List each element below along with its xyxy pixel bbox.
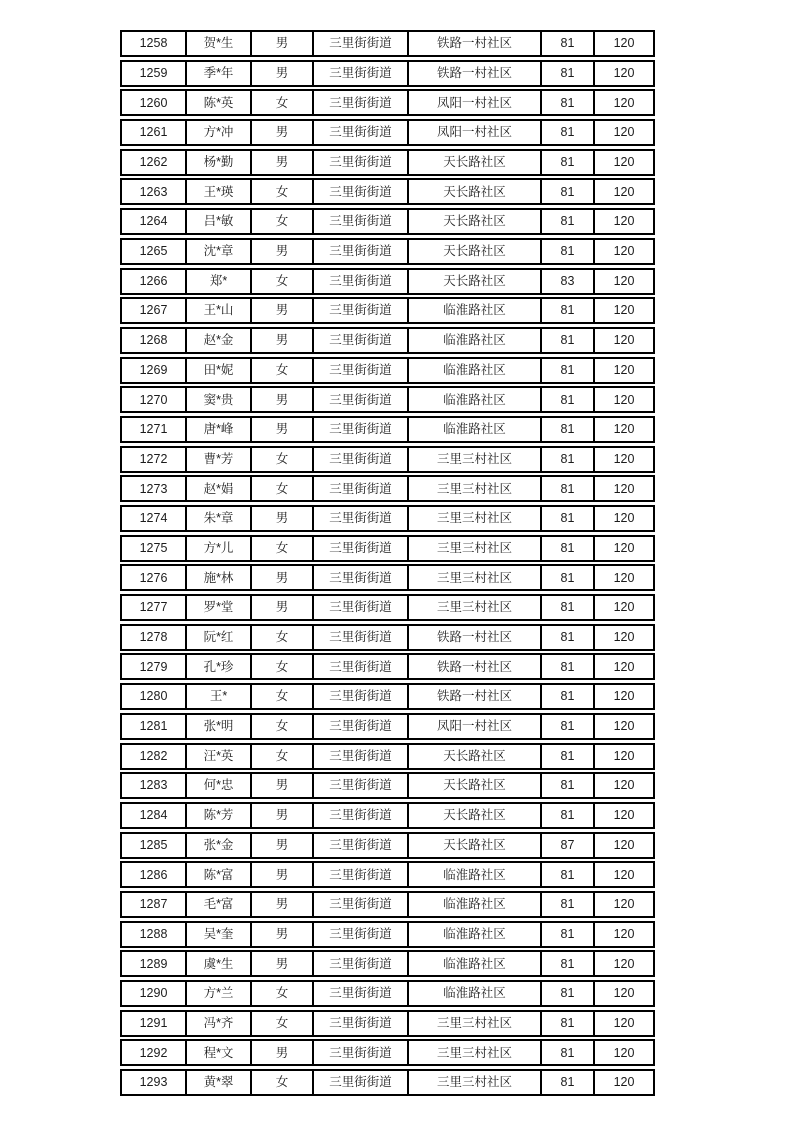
- cell-name: 陈*英: [185, 91, 250, 114]
- cell-gender: 女: [250, 91, 312, 114]
- cell-serial-number: 1283: [139, 778, 168, 793]
- cell-name: 王*: [185, 685, 250, 708]
- cell-amount: 120: [593, 151, 653, 174]
- cell-serial-number: 1286: [139, 867, 168, 882]
- table-row: [120, 535, 655, 562]
- cell-value: 83: [540, 270, 593, 293]
- table-row: [120, 386, 655, 413]
- cell-community: 三里三村社区: [407, 537, 540, 560]
- cell-name: 张*明: [185, 715, 250, 738]
- cell-street: 三里街街道: [312, 596, 407, 619]
- table-row: [120, 980, 655, 1007]
- cell-serial-number: 1270: [139, 392, 168, 407]
- cell-amount: 120: [593, 121, 653, 144]
- table-row: [120, 950, 655, 977]
- table-row: [120, 743, 655, 770]
- cell-value: 81: [540, 1041, 593, 1064]
- table-row: [120, 624, 655, 651]
- cell-community: 临淮路社区: [407, 923, 540, 946]
- cell-gender: 女: [250, 448, 312, 471]
- cell-value: 81: [540, 329, 593, 352]
- cell-serial-number: 1275: [139, 540, 168, 555]
- cell-gender: 女: [250, 270, 312, 293]
- cell-street: 三里街街道: [312, 982, 407, 1005]
- cell-amount: 120: [593, 893, 653, 916]
- cell-amount: 120: [593, 596, 653, 619]
- cell-street: 三里街街道: [312, 1012, 407, 1035]
- cell-value: 81: [540, 299, 593, 322]
- cell-name: 吕*敏: [185, 210, 250, 233]
- cell-community: 临淮路社区: [407, 952, 540, 975]
- cell-value: 81: [540, 210, 593, 233]
- cell-amount: 120: [593, 774, 653, 797]
- cell-serial-number: 1292: [139, 1045, 168, 1060]
- cell-community: 铁路一村社区: [407, 32, 540, 55]
- cell-name: 罗*堂: [185, 596, 250, 619]
- cell-name: 陈*富: [185, 863, 250, 886]
- cell-amount: 120: [593, 418, 653, 441]
- cell-amount: 120: [593, 566, 653, 589]
- cell-community: 天长路社区: [407, 270, 540, 293]
- cell-name: 冯*齐: [185, 1012, 250, 1035]
- cell-street: 三里街街道: [312, 448, 407, 471]
- cell-amount: 120: [593, 388, 653, 411]
- cell-name: 赵*娟: [185, 477, 250, 500]
- cell-community: 临淮路社区: [407, 359, 540, 382]
- cell-amount: 120: [593, 655, 653, 678]
- cell-gender: 女: [250, 477, 312, 500]
- cell-street: 三里街街道: [312, 62, 407, 85]
- cell-community: 三里三村社区: [407, 448, 540, 471]
- cell-street: 三里街街道: [312, 566, 407, 589]
- cell-street: 三里街街道: [312, 121, 407, 144]
- cell-value: 81: [540, 566, 593, 589]
- cell-street: 三里街街道: [312, 893, 407, 916]
- cell-gender: 男: [250, 121, 312, 144]
- table-row: [120, 505, 655, 532]
- cell-gender: 男: [250, 299, 312, 322]
- table-row: [120, 802, 655, 829]
- cell-community: 天长路社区: [407, 745, 540, 768]
- cell-street: 三里街街道: [312, 418, 407, 441]
- table-row: [120, 89, 655, 116]
- cell-street: 三里街街道: [312, 655, 407, 678]
- cell-amount: 120: [593, 180, 653, 203]
- cell-gender: 男: [250, 596, 312, 619]
- cell-gender: 男: [250, 893, 312, 916]
- cell-serial-number: 1259: [139, 65, 168, 80]
- cell-value: 81: [540, 388, 593, 411]
- table-row: [120, 921, 655, 948]
- cell-name: 陈*芳: [185, 804, 250, 827]
- cell-value: 81: [540, 774, 593, 797]
- table-row: [120, 713, 655, 740]
- cell-value: 81: [540, 1071, 593, 1094]
- cell-gender: 男: [250, 329, 312, 352]
- cell-value: 81: [540, 715, 593, 738]
- cell-serial-number: 1287: [139, 897, 168, 912]
- cell-community: 铁路一村社区: [407, 655, 540, 678]
- table-row: [120, 1069, 655, 1096]
- cell-serial-number: 1281: [139, 719, 168, 734]
- cell-street: 三里街街道: [312, 804, 407, 827]
- cell-community: 凤阳一村社区: [407, 715, 540, 738]
- cell-community: 临淮路社区: [407, 329, 540, 352]
- table-row: [120, 178, 655, 205]
- cell-name: 程*文: [185, 1041, 250, 1064]
- table-row: [120, 208, 655, 235]
- cell-value: 87: [540, 834, 593, 857]
- cell-gender: 女: [250, 1012, 312, 1035]
- cell-gender: 男: [250, 151, 312, 174]
- cell-name: 方*儿: [185, 537, 250, 560]
- cell-value: 81: [540, 1012, 593, 1035]
- cell-gender: 男: [250, 834, 312, 857]
- cell-name: 何*忠: [185, 774, 250, 797]
- cell-gender: 男: [250, 1041, 312, 1064]
- cell-value: 81: [540, 62, 593, 85]
- cell-gender: 女: [250, 655, 312, 678]
- cell-amount: 120: [593, 715, 653, 738]
- cell-name: 吴*奎: [185, 923, 250, 946]
- cell-street: 三里街街道: [312, 774, 407, 797]
- cell-value: 81: [540, 477, 593, 500]
- cell-gender: 男: [250, 923, 312, 946]
- cell-gender: 男: [250, 863, 312, 886]
- cell-community: 三里三村社区: [407, 1041, 540, 1064]
- cell-name: 唐*峰: [185, 418, 250, 441]
- cell-street: 三里街街道: [312, 299, 407, 322]
- cell-community: 三里三村社区: [407, 596, 540, 619]
- cell-community: 临淮路社区: [407, 418, 540, 441]
- cell-gender: 男: [250, 507, 312, 530]
- cell-serial-number: 1268: [139, 333, 168, 348]
- cell-gender: 男: [250, 388, 312, 411]
- cell-name: 方*兰: [185, 982, 250, 1005]
- cell-name: 孔*珍: [185, 655, 250, 678]
- table-row: [120, 268, 655, 295]
- table-row: [120, 446, 655, 473]
- cell-street: 三里街街道: [312, 91, 407, 114]
- cell-community: 三里三村社区: [407, 507, 540, 530]
- cell-community: 天长路社区: [407, 240, 540, 263]
- table-row: [120, 30, 655, 57]
- cell-value: 81: [540, 507, 593, 530]
- cell-value: 81: [540, 537, 593, 560]
- cell-gender: 女: [250, 359, 312, 382]
- cell-amount: 120: [593, 210, 653, 233]
- cell-community: 天长路社区: [407, 804, 540, 827]
- cell-community: 天长路社区: [407, 180, 540, 203]
- cell-serial-number: 1277: [139, 600, 168, 615]
- table-row: [120, 772, 655, 799]
- table-row: [120, 149, 655, 176]
- cell-name: 张*金: [185, 834, 250, 857]
- cell-community: 三里三村社区: [407, 566, 540, 589]
- cell-street: 三里街街道: [312, 923, 407, 946]
- cell-name: 季*年: [185, 62, 250, 85]
- table-row: [120, 832, 655, 859]
- cell-value: 81: [540, 745, 593, 768]
- cell-street: 三里街街道: [312, 745, 407, 768]
- cell-value: 81: [540, 893, 593, 916]
- cell-amount: 120: [593, 62, 653, 85]
- cell-value: 81: [540, 359, 593, 382]
- cell-amount: 120: [593, 1071, 653, 1094]
- cell-name: 郑*: [185, 270, 250, 293]
- cell-serial-number: 1274: [139, 511, 168, 526]
- cell-gender: 男: [250, 32, 312, 55]
- cell-value: 81: [540, 418, 593, 441]
- cell-serial-number: 1266: [139, 273, 168, 288]
- cell-gender: 男: [250, 566, 312, 589]
- cell-gender: 女: [250, 210, 312, 233]
- cell-amount: 120: [593, 299, 653, 322]
- table-row: [120, 1039, 655, 1066]
- cell-street: 三里街街道: [312, 507, 407, 530]
- cell-community: 临淮路社区: [407, 893, 540, 916]
- cell-name: 施*林: [185, 566, 250, 589]
- cell-community: 凤阳一村社区: [407, 121, 540, 144]
- cell-amount: 120: [593, 477, 653, 500]
- cell-street: 三里街街道: [312, 1041, 407, 1064]
- table-row: [120, 891, 655, 918]
- cell-value: 81: [540, 596, 593, 619]
- cell-street: 三里街街道: [312, 834, 407, 857]
- cell-street: 三里街街道: [312, 626, 407, 649]
- cell-name: 王*瑛: [185, 180, 250, 203]
- cell-amount: 120: [593, 91, 653, 114]
- cell-value: 81: [540, 32, 593, 55]
- cell-serial-number: 1279: [139, 659, 168, 674]
- cell-gender: 女: [250, 180, 312, 203]
- cell-serial-number: 1282: [139, 748, 168, 763]
- cell-gender: 女: [250, 537, 312, 560]
- cell-community: 铁路一村社区: [407, 62, 540, 85]
- cell-street: 三里街街道: [312, 270, 407, 293]
- cell-name: 朱*章: [185, 507, 250, 530]
- cell-amount: 120: [593, 923, 653, 946]
- cell-serial-number: 1272: [139, 451, 168, 466]
- cell-street: 三里街街道: [312, 685, 407, 708]
- cell-gender: 男: [250, 62, 312, 85]
- cell-name: 汪*英: [185, 745, 250, 768]
- cell-value: 81: [540, 180, 593, 203]
- cell-value: 81: [540, 151, 593, 174]
- cell-amount: 120: [593, 537, 653, 560]
- cell-amount: 120: [593, 863, 653, 886]
- cell-street: 三里街街道: [312, 329, 407, 352]
- table-row: [120, 60, 655, 87]
- cell-name: 沈*章: [185, 240, 250, 263]
- cell-value: 81: [540, 863, 593, 886]
- cell-street: 三里街街道: [312, 240, 407, 263]
- table-row: [120, 683, 655, 710]
- cell-street: 三里街街道: [312, 952, 407, 975]
- cell-name: 杨*勤: [185, 151, 250, 174]
- cell-serial-number: 1264: [139, 214, 168, 229]
- cell-amount: 120: [593, 240, 653, 263]
- cell-community: 临淮路社区: [407, 299, 540, 322]
- cell-serial-number: 1263: [139, 184, 168, 199]
- cell-community: 三里三村社区: [407, 1071, 540, 1094]
- cell-amount: 120: [593, 982, 653, 1005]
- table-row: [120, 653, 655, 680]
- cell-street: 三里街街道: [312, 32, 407, 55]
- cell-value: 81: [540, 626, 593, 649]
- cell-serial-number: 1280: [139, 689, 168, 704]
- cell-name: 阮*红: [185, 626, 250, 649]
- cell-value: 81: [540, 804, 593, 827]
- cell-community: 三里三村社区: [407, 477, 540, 500]
- table-row: [120, 564, 655, 591]
- cell-amount: 120: [593, 329, 653, 352]
- cell-name: 田*妮: [185, 359, 250, 382]
- cell-value: 81: [540, 448, 593, 471]
- table-row: [120, 594, 655, 621]
- table-row: [120, 475, 655, 502]
- cell-serial-number: 1285: [139, 837, 168, 852]
- cell-serial-number: 1260: [139, 95, 168, 110]
- cell-gender: 男: [250, 774, 312, 797]
- cell-street: 三里街街道: [312, 388, 407, 411]
- cell-street: 三里街街道: [312, 477, 407, 500]
- cell-serial-number: 1278: [139, 630, 168, 644]
- table-row: [120, 119, 655, 146]
- cell-gender: 女: [250, 685, 312, 708]
- cell-street: 三里街街道: [312, 1071, 407, 1094]
- cell-serial-number: 1261: [139, 125, 168, 140]
- cell-serial-number: 1258: [139, 36, 168, 51]
- cell-amount: 120: [593, 626, 653, 649]
- cell-serial-number: 1284: [139, 808, 168, 823]
- cell-name: 贺*生: [185, 32, 250, 55]
- cell-serial-number: 1288: [139, 926, 168, 941]
- cell-value: 81: [540, 91, 593, 114]
- cell-gender: 女: [250, 982, 312, 1005]
- cell-value: 81: [540, 952, 593, 975]
- cell-name: 窦*贵: [185, 388, 250, 411]
- cell-community: 凤阳一村社区: [407, 91, 540, 114]
- cell-gender: 女: [250, 1071, 312, 1094]
- cell-street: 三里街街道: [312, 151, 407, 174]
- cell-street: 三里街街道: [312, 180, 407, 203]
- cell-name: 赵*金: [185, 329, 250, 352]
- cell-community: 铁路一村社区: [407, 626, 540, 649]
- cell-amount: 120: [593, 804, 653, 827]
- cell-value: 81: [540, 121, 593, 144]
- cell-name: 虞*生: [185, 952, 250, 975]
- cell-community: 临淮路社区: [407, 982, 540, 1005]
- cell-amount: 120: [593, 1041, 653, 1064]
- cell-serial-number: 1276: [139, 570, 168, 585]
- cell-serial-number: 1289: [139, 956, 168, 971]
- cell-gender: 男: [250, 952, 312, 975]
- cell-amount: 120: [593, 952, 653, 975]
- cell-amount: 120: [593, 359, 653, 382]
- table-row: [120, 861, 655, 888]
- cell-name: 王*山: [185, 299, 250, 322]
- cell-name: 毛*富: [185, 893, 250, 916]
- cell-community: 三里三村社区: [407, 1012, 540, 1035]
- table-row: [120, 238, 655, 265]
- cell-street: 三里街街道: [312, 210, 407, 233]
- table-row: [120, 327, 655, 354]
- cell-amount: 120: [593, 448, 653, 471]
- cell-serial-number: 1271: [139, 422, 168, 437]
- cell-amount: 120: [593, 507, 653, 530]
- cell-name: 方*冲: [185, 121, 250, 144]
- cell-community: 天长路社区: [407, 774, 540, 797]
- cell-serial-number: 1273: [139, 481, 168, 496]
- cell-gender: 女: [250, 626, 312, 649]
- cell-street: 三里街街道: [312, 715, 407, 738]
- cell-serial-number: 1293: [139, 1075, 168, 1090]
- cell-serial-number: 1269: [139, 362, 168, 377]
- cell-amount: 120: [593, 745, 653, 768]
- cell-name: 黄*翠: [185, 1071, 250, 1094]
- cell-serial-number: 1291: [139, 1015, 168, 1030]
- cell-amount: 120: [593, 1012, 653, 1035]
- cell-community: 铁路一村社区: [407, 685, 540, 708]
- cell-amount: 120: [593, 32, 653, 55]
- cell-gender: 女: [250, 745, 312, 768]
- table-row: [120, 297, 655, 324]
- cell-community: 天长路社区: [407, 151, 540, 174]
- cell-serial-number: 1290: [139, 986, 168, 1001]
- cell-street: 三里街街道: [312, 359, 407, 382]
- table-row: [120, 1010, 655, 1037]
- cell-serial-number: 1262: [139, 155, 168, 169]
- cell-gender: 男: [250, 804, 312, 827]
- cell-value: 81: [540, 655, 593, 678]
- roster-table: [120, 30, 655, 1099]
- cell-street: 三里街街道: [312, 537, 407, 560]
- cell-name: 曹*芳: [185, 448, 250, 471]
- cell-gender: 女: [250, 715, 312, 738]
- cell-amount: 120: [593, 685, 653, 708]
- cell-value: 81: [540, 240, 593, 263]
- cell-serial-number: 1265: [139, 244, 168, 259]
- cell-community: 天长路社区: [407, 834, 540, 857]
- cell-gender: 男: [250, 418, 312, 441]
- cell-community: 临淮路社区: [407, 388, 540, 411]
- table-row: [120, 416, 655, 443]
- cell-value: 81: [540, 923, 593, 946]
- cell-street: 三里街街道: [312, 863, 407, 886]
- cell-serial-number: 1267: [139, 303, 168, 318]
- cell-amount: 120: [593, 270, 653, 293]
- cell-amount: 120: [593, 834, 653, 857]
- cell-gender: 男: [250, 240, 312, 263]
- cell-community: 天长路社区: [407, 210, 540, 233]
- cell-community: 临淮路社区: [407, 863, 540, 886]
- cell-value: 81: [540, 685, 593, 708]
- cell-value: 81: [540, 982, 593, 1005]
- table-row: [120, 357, 655, 384]
